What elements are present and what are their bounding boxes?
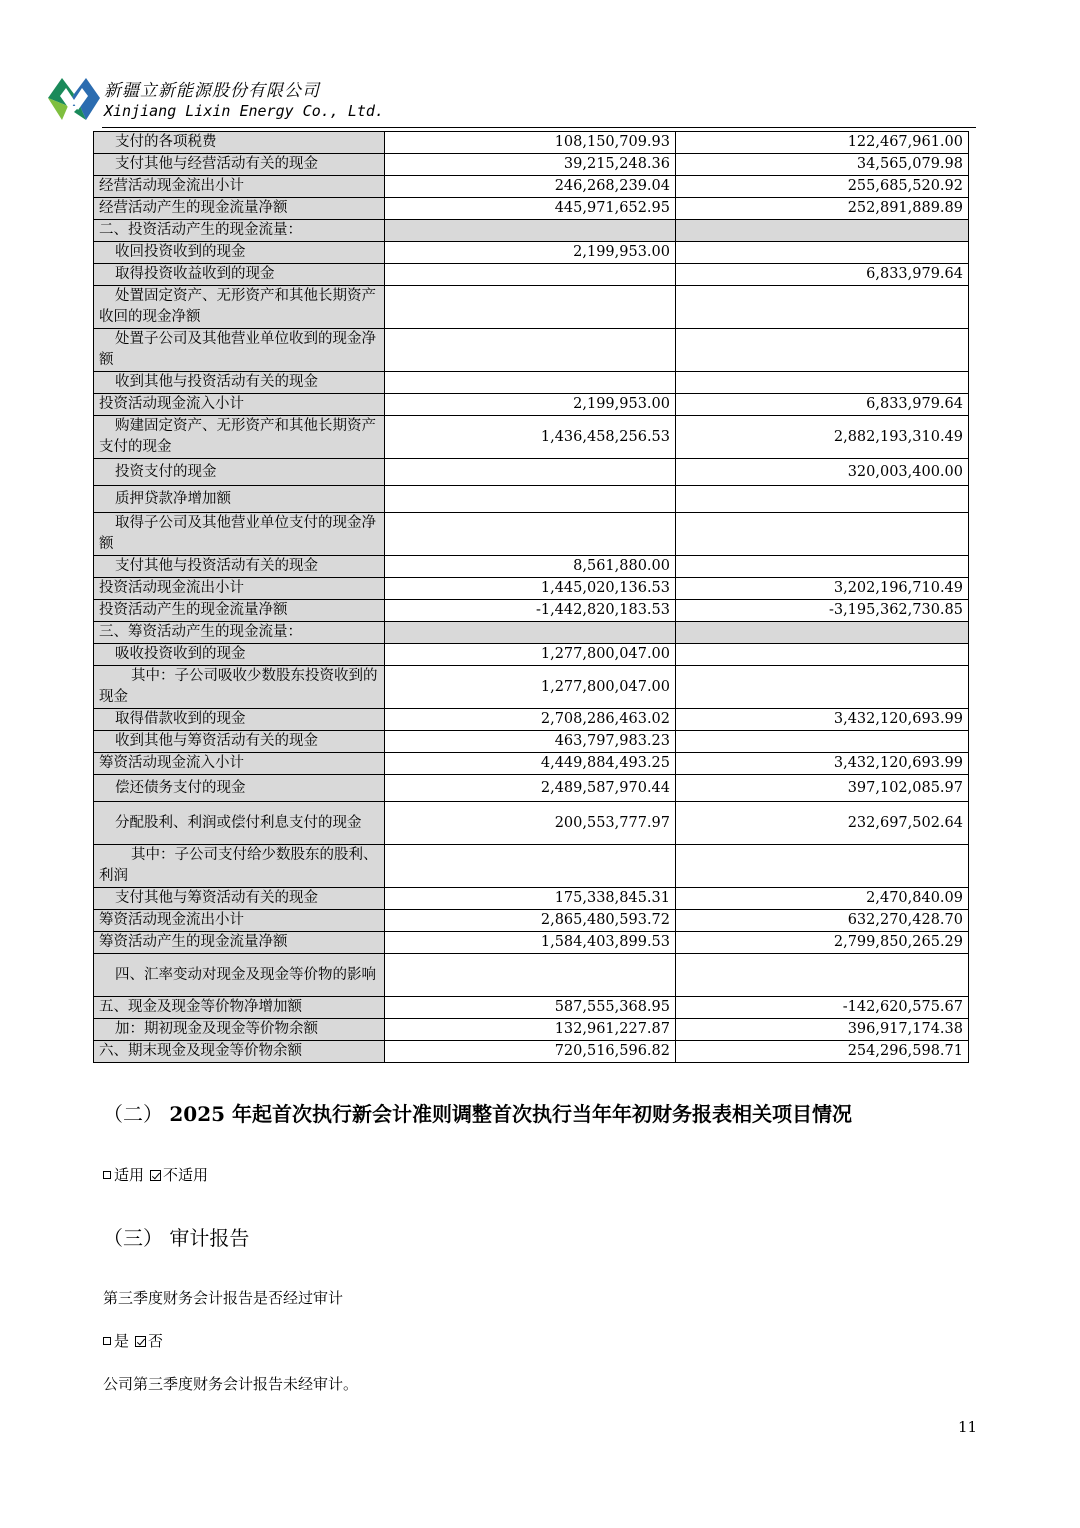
table-row — [94, 1041, 969, 1063]
prior-period-value — [676, 666, 969, 709]
applicability-options — [103, 1164, 208, 1185]
row-label: 六、期末现金及现金等价物余额 — [94, 1041, 385, 1063]
section-2-prefix: （二） — [103, 1102, 163, 1126]
table-row — [94, 845, 969, 888]
row-label: 五、现金及现金等价物净增加额 — [94, 997, 385, 1019]
prior-period-value: 2,470,840.09 — [676, 888, 969, 910]
section-3-heading: （三） 审计报告 — [103, 1226, 250, 1250]
current-period-value — [385, 845, 676, 888]
current-period-value: 2,199,953.00 — [385, 242, 676, 264]
current-period-value: 1,277,800,047.00 — [385, 666, 676, 709]
row-label: 投资活动现金流入小计 — [94, 394, 385, 416]
cash-flow-table — [93, 131, 969, 1063]
row-label: 吸收投资收到的现金 — [94, 644, 385, 666]
prior-period-value: 3,432,120,693.99 — [676, 753, 969, 775]
current-period-value: 2,865,480,593.72 — [385, 910, 676, 932]
prior-period-value: 6,833,979.64 — [676, 264, 969, 286]
prior-period-value — [676, 486, 969, 513]
prior-period-value: 320,003,400.00 — [676, 459, 969, 486]
current-period-value: 720,516,596.82 — [385, 1041, 676, 1063]
row-label: 筹资活动现金流入小计 — [94, 753, 385, 775]
current-period-value — [385, 954, 676, 997]
table-row — [94, 513, 969, 556]
current-period-value — [385, 459, 676, 486]
table-row — [94, 1019, 969, 1041]
current-period-value — [385, 486, 676, 513]
prior-period-value: 122,467,961.00 — [676, 132, 969, 154]
table-row — [94, 802, 969, 845]
table-row — [94, 932, 969, 954]
prior-period-value — [676, 329, 969, 372]
row-label: 其中：子公司支付给少数股东的股利、利润 — [94, 845, 385, 888]
table-row — [94, 731, 969, 753]
row-label: 筹资活动现金流出小计 — [94, 910, 385, 932]
row-label: 投资活动现金流出小计 — [94, 578, 385, 600]
row-label: 质押贷款净增加额 — [94, 486, 385, 513]
table-row — [94, 709, 969, 731]
table-row — [94, 775, 969, 802]
table-row — [94, 176, 969, 198]
row-label: 收到其他与筹资活动有关的现金 — [94, 731, 385, 753]
row-label: 经营活动产生的现金流量净额 — [94, 198, 385, 220]
audit-question: 第三季度财务会计报告是否经过审计 — [103, 1289, 344, 1307]
current-period-value: 8,561,880.00 — [385, 556, 676, 578]
table-row — [94, 578, 969, 600]
prior-period-value — [676, 622, 969, 644]
row-label: 取得子公司及其他营业单位支付的现金净额 — [94, 513, 385, 556]
row-label: 支付其他与经营活动有关的现金 — [94, 154, 385, 176]
table-row — [94, 666, 969, 709]
current-period-value: 1,445,020,136.53 — [385, 578, 676, 600]
current-period-value — [385, 372, 676, 394]
option-applicable: 适用 — [114, 1166, 145, 1184]
prior-period-value: 232,697,502.64 — [676, 802, 969, 845]
table-row — [94, 264, 969, 286]
prior-period-value: 254,296,598.71 — [676, 1041, 969, 1063]
row-label: 处置子公司及其他营业单位收到的现金净额 — [94, 329, 385, 372]
current-period-value: 1,584,403,899.53 — [385, 932, 676, 954]
current-period-value — [385, 220, 676, 242]
prior-period-value: -142,620,575.67 — [676, 997, 969, 1019]
page-number: 11 — [958, 1418, 978, 1436]
prior-period-value — [676, 556, 969, 578]
option-yes: 是 — [114, 1332, 130, 1350]
current-period-value — [385, 513, 676, 556]
row-label: 分配股利、利润或偿付利息支付的现金 — [94, 802, 385, 845]
table-row — [94, 372, 969, 394]
section-2-heading — [103, 1098, 852, 1127]
page-header — [46, 74, 976, 126]
current-period-value: 1,436,458,256.53 — [385, 416, 676, 459]
company-logo-icon — [46, 76, 102, 122]
table-row — [94, 132, 969, 154]
prior-period-value: 397,102,085.97 — [676, 775, 969, 802]
audit-statement: 公司第三季度财务会计报告未经审计。 — [103, 1375, 359, 1393]
row-label: 经营活动现金流出小计 — [94, 176, 385, 198]
table-row — [94, 622, 969, 644]
row-label: 四、汇率变动对现金及现金等价物的影响 — [94, 954, 385, 997]
row-label: 筹资活动产生的现金流量净额 — [94, 932, 385, 954]
table-row — [94, 459, 969, 486]
table-row — [94, 600, 969, 622]
prior-period-value: 2,799,850,265.29 — [676, 932, 969, 954]
current-period-value: 246,268,239.04 — [385, 176, 676, 198]
prior-period-value: 6,833,979.64 — [676, 394, 969, 416]
row-label: 取得投资收益收到的现金 — [94, 264, 385, 286]
current-period-value: 2,199,953.00 — [385, 394, 676, 416]
unchecked-box-icon[interactable] — [103, 1337, 111, 1345]
table-row — [94, 329, 969, 372]
table-row — [94, 242, 969, 264]
table-row — [94, 644, 969, 666]
row-label: 收回投资收到的现金 — [94, 242, 385, 264]
table-row — [94, 286, 969, 329]
prior-period-value — [676, 220, 969, 242]
prior-period-value — [676, 513, 969, 556]
company-name-en: Xinjiang Lixin Energy Co., Ltd. — [104, 102, 384, 120]
prior-period-value: 3,202,196,710.49 — [676, 578, 969, 600]
row-label: 投资活动产生的现金流量净额 — [94, 600, 385, 622]
current-period-value: 175,338,845.31 — [385, 888, 676, 910]
row-label: 加：期初现金及现金等价物余额 — [94, 1019, 385, 1041]
prior-period-value — [676, 286, 969, 329]
row-label: 二、投资活动产生的现金流量： — [94, 220, 385, 242]
prior-period-value — [676, 731, 969, 753]
current-period-value: 463,797,983.23 — [385, 731, 676, 753]
current-period-value: 132,961,227.87 — [385, 1019, 676, 1041]
row-label: 收到其他与投资活动有关的现金 — [94, 372, 385, 394]
current-period-value: 4,449,884,493.25 — [385, 753, 676, 775]
row-label: 购建固定资产、无形资产和其他长期资产支付的现金 — [94, 416, 385, 459]
row-label: 取得借款收到的现金 — [94, 709, 385, 731]
prior-period-value: 2,882,193,310.49 — [676, 416, 969, 459]
current-period-value — [385, 622, 676, 644]
current-period-value: 200,553,777.97 — [385, 802, 676, 845]
checked-box-icon[interactable] — [135, 1336, 146, 1347]
row-label: 偿还债务支付的现金 — [94, 775, 385, 802]
prior-period-value: 396,917,174.38 — [676, 1019, 969, 1041]
row-label: 支付的各项税费 — [94, 132, 385, 154]
current-period-value: 2,489,587,970.44 — [385, 775, 676, 802]
prior-period-value: 632,270,428.70 — [676, 910, 969, 932]
company-name-cn: 新疆立新能源股份有限公司 — [104, 81, 320, 101]
table-row — [94, 556, 969, 578]
table-row — [94, 394, 969, 416]
table-row — [94, 154, 969, 176]
table-row — [94, 220, 969, 242]
option-not-applicable: 不适用 — [163, 1166, 209, 1184]
row-label: 其中：子公司吸收少数股东投资收到的现金 — [94, 666, 385, 709]
prior-period-value — [676, 644, 969, 666]
header-divider — [102, 127, 976, 128]
current-period-value — [385, 264, 676, 286]
table-row — [94, 954, 969, 997]
section-2-title: 2025 年起首次执行新会计准则调整首次执行当年年初财务报表相关项目情况 — [169, 1102, 852, 1126]
prior-period-value: 252,891,889.89 — [676, 198, 969, 220]
row-label: 三、筹资活动产生的现金流量： — [94, 622, 385, 644]
prior-period-value — [676, 845, 969, 888]
current-period-value: 108,150,709.93 — [385, 132, 676, 154]
prior-period-value: 3,432,120,693.99 — [676, 709, 969, 731]
table-row — [94, 416, 969, 459]
audit-options — [103, 1330, 163, 1351]
current-period-value — [385, 329, 676, 372]
table-row — [94, 888, 969, 910]
prior-period-value — [676, 242, 969, 264]
prior-period-value: 34,565,079.98 — [676, 154, 969, 176]
table-row — [94, 910, 969, 932]
current-period-value: 2,708,286,463.02 — [385, 709, 676, 731]
current-period-value: 39,215,248.36 — [385, 154, 676, 176]
current-period-value: 1,277,800,047.00 — [385, 644, 676, 666]
prior-period-value — [676, 954, 969, 997]
row-label: 投资支付的现金 — [94, 459, 385, 486]
current-period-value: 587,555,368.95 — [385, 997, 676, 1019]
table-row — [94, 198, 969, 220]
row-label: 支付其他与投资活动有关的现金 — [94, 556, 385, 578]
prior-period-value: -3,195,362,730.85 — [676, 600, 969, 622]
prior-period-value: 255,685,520.92 — [676, 176, 969, 198]
row-label: 支付其他与筹资活动有关的现金 — [94, 888, 385, 910]
checked-box-icon[interactable] — [150, 1170, 161, 1181]
row-label: 处置固定资产、无形资产和其他长期资产收回的现金净额 — [94, 286, 385, 329]
option-no: 否 — [148, 1332, 164, 1350]
table-row — [94, 753, 969, 775]
table-row — [94, 486, 969, 513]
current-period-value — [385, 286, 676, 329]
prior-period-value — [676, 372, 969, 394]
current-period-value: 445,971,652.95 — [385, 198, 676, 220]
table-row — [94, 997, 969, 1019]
unchecked-box-icon[interactable] — [103, 1171, 111, 1179]
current-period-value: -1,442,820,183.53 — [385, 600, 676, 622]
